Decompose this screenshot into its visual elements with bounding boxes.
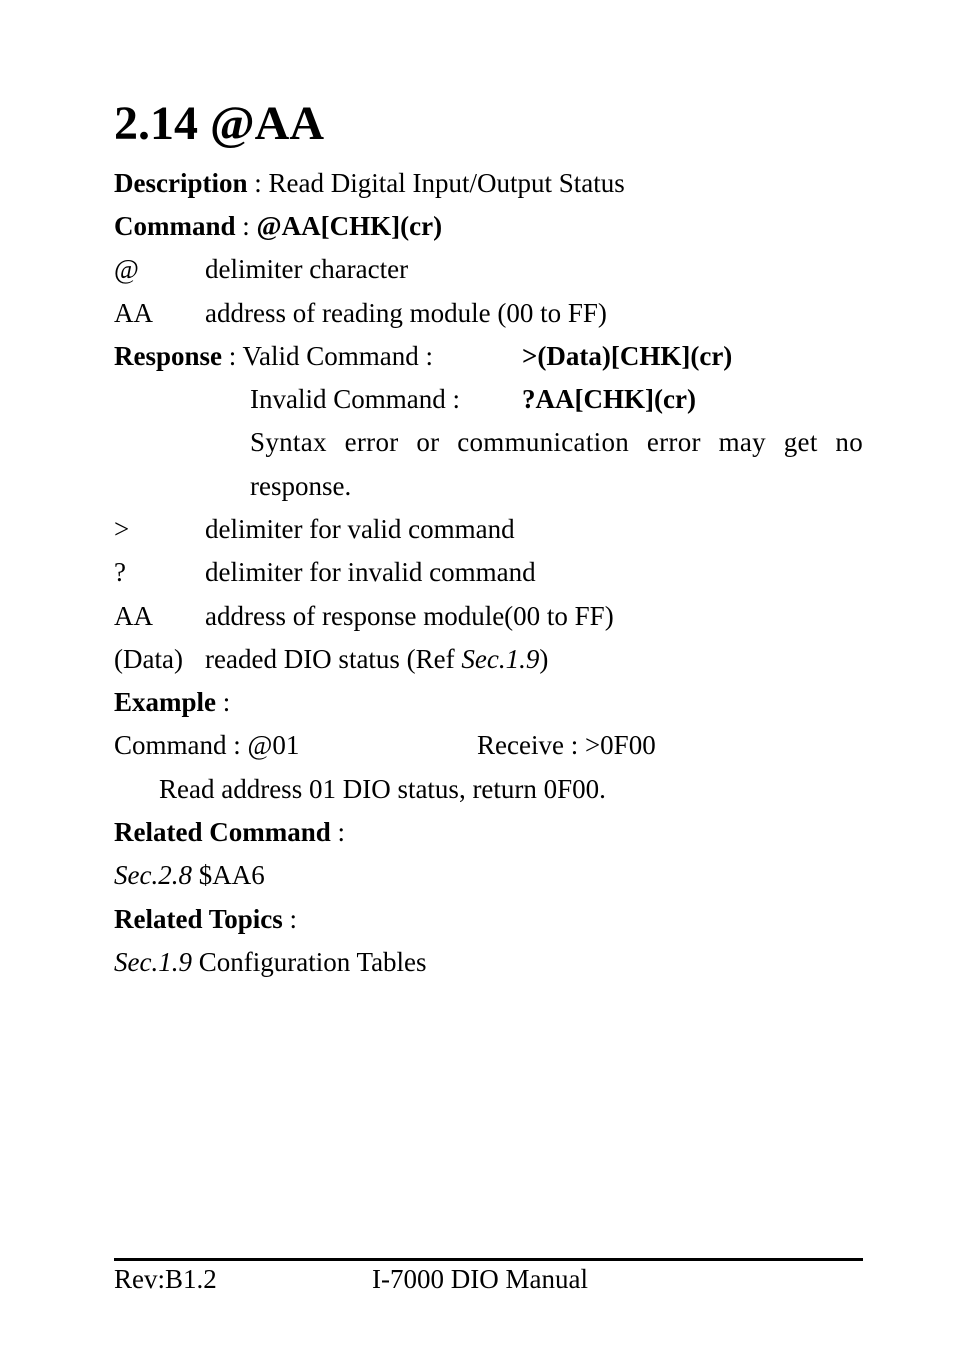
example-command: Command : @01 <box>114 730 300 760</box>
param-term: > <box>114 514 130 544</box>
example-separator: : <box>216 687 231 717</box>
response-note-line1: Syntax error or communication error may get no <box>250 427 863 457</box>
param-desc <box>205 642 548 676</box>
example-heading <box>114 685 230 719</box>
footer-rule <box>114 1258 863 1261</box>
description-line <box>114 166 625 200</box>
param-term: @ <box>114 254 139 284</box>
example-label: Example <box>114 687 217 717</box>
related-command-separator: : <box>330 817 346 847</box>
related-topics-heading <box>114 902 297 936</box>
command-syntax: @AA[CHK](cr) <box>256 211 443 241</box>
response-invalid-value: ?AA[CHK](cr) <box>522 384 696 414</box>
response-invalid-label: Invalid Command : <box>250 384 460 414</box>
command-label: Command <box>114 211 236 241</box>
response-note-line2: response. <box>250 471 352 501</box>
param-term: (Data) <box>114 644 183 674</box>
footer-manual-title: I-7000 DIO Manual <box>372 1264 588 1294</box>
related-topics-item <box>114 945 427 979</box>
related-command-text: $AA6 <box>191 860 265 890</box>
related-topics-text: Configuration Tables <box>191 947 427 977</box>
related-topics-separator: : <box>282 904 298 934</box>
description-text: Read Digital Input/Output Status <box>268 168 625 198</box>
description-separator: : <box>247 168 269 198</box>
example-note: Read address 01 DIO status, return 0F00. <box>159 774 606 804</box>
command-line <box>114 209 442 243</box>
param-term: ? <box>114 557 126 587</box>
response-separator: : <box>222 341 243 371</box>
response-label: Response <box>114 341 223 371</box>
response-valid-value: >(Data)[CHK](cr) <box>522 341 733 371</box>
param-desc: delimiter for invalid command <box>205 557 536 587</box>
related-topics-label: Related Topics <box>114 904 283 934</box>
page-title: 2.14 @AA <box>114 97 324 150</box>
related-command-heading <box>114 815 345 849</box>
response-line <box>114 339 433 373</box>
param-desc: delimiter character <box>205 254 409 284</box>
section-reference: Sec.2.8 <box>114 860 192 890</box>
footer-revision: Rev:B1.2 <box>114 1264 217 1294</box>
related-command-label: Related Command <box>114 817 331 847</box>
param-desc-text: readed DIO status (Ref <box>205 644 462 674</box>
description-label: Description <box>114 168 248 198</box>
param-desc: delimiter for valid command <box>205 514 515 544</box>
section-reference: Sec.1.9 <box>114 947 192 977</box>
param-term: AA <box>114 298 153 328</box>
example-receive: Receive : >0F00 <box>477 730 656 760</box>
param-desc-text: ) <box>539 644 549 674</box>
related-command-item <box>114 858 265 892</box>
param-desc: address of reading module (00 to FF) <box>205 298 607 328</box>
section-reference: Sec.1.9 <box>461 644 540 674</box>
command-separator: : <box>235 211 257 241</box>
param-desc: address of response module(00 to FF) <box>205 601 614 631</box>
param-term: AA <box>114 601 153 631</box>
response-valid-label: Valid Command : <box>242 341 434 371</box>
